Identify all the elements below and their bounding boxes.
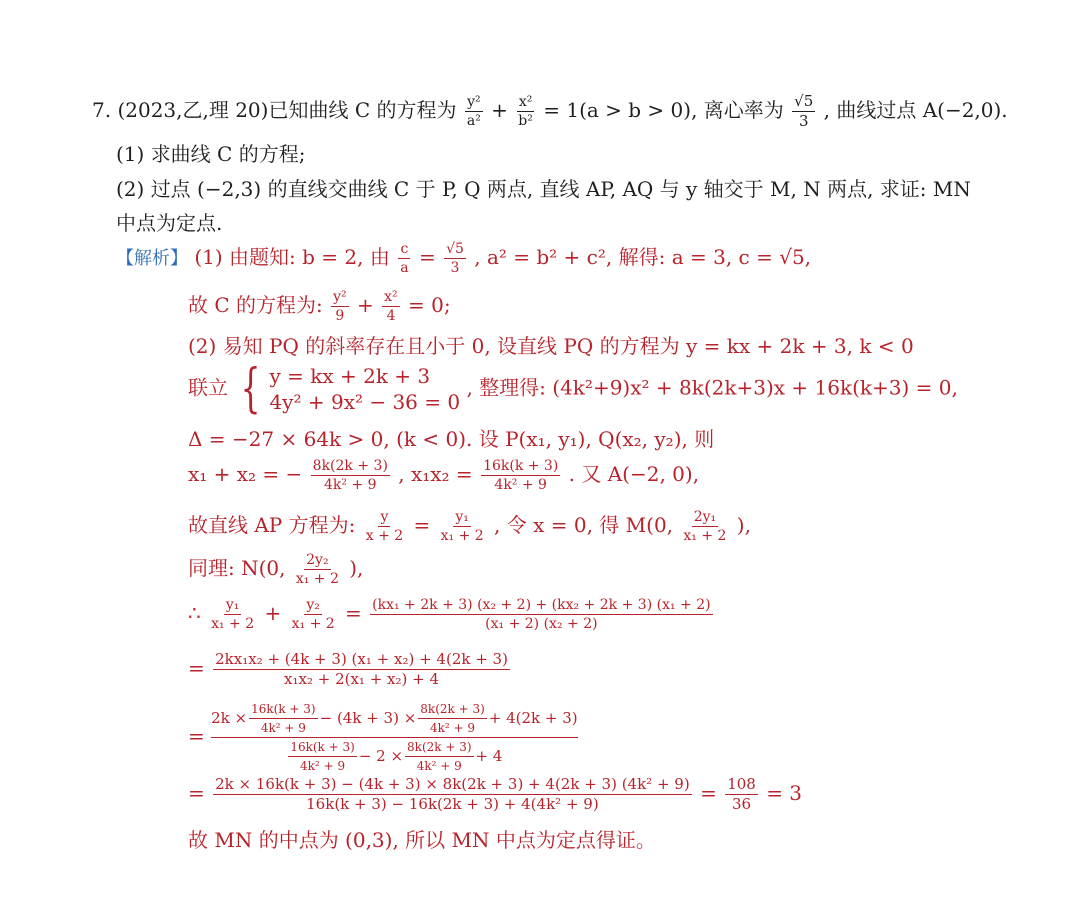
solution-line-2: 故 C 的方程为: $\frac{\text{y²}}{9}$ + $\frac{\text{x²}}{4}$ = 0; <box>188 289 451 324</box>
solution-tag: 【解析】 <box>116 248 188 269</box>
fraction-root5-over-3: $\frac{√5}{3}$ <box>446 241 464 276</box>
fraction-n-coordinate: $\frac{\text{2y₂}}{\text{x₁ + 2}}$ <box>295 552 339 587</box>
equation-fraction-x: $\frac{\text{x²}}{\text{b²}}$ <box>518 94 533 129</box>
inner-fraction-2: $\frac{8k(2k + 3)}{\text{4k² + 9}}$ <box>420 702 485 735</box>
solution-line-5: Δ = −27 × 64k > 0, (k < 0). 设 P(x₁, y₁), Q(x₂, y₂), 则 <box>188 427 715 451</box>
solution-line-10: = $\frac{\text{2kx₁x₂ + (4k + 3) (x₁ + x₂) + 4(2k + 3)}}{\text{x₁x₂ + 2(x₁ + x₂) + 4}}$ <box>188 650 508 688</box>
fraction-line-ap-left: $\frac{y}{x + 2}$ <box>365 509 404 544</box>
problem-part-2-line-1: (2) 过点 (−2,3) 的直线交曲线 C 于 P, Q 两点, 直线 AP, AQ 与 y 轴交于 M, N 两点, 求证: MN <box>116 177 971 201</box>
solution-line-3: (2) 易知 PQ 的斜率存在且小于 0, 设直线 PQ 的方程为 y = kx + 2k + 3, k < 0 <box>188 334 914 358</box>
solution-conclusion: 故 MN 的中点为 (0,3), 所以 MN 中点为定点得证。 <box>188 828 656 852</box>
eccentricity-fraction: $\frac{√5}{3}$ <box>794 92 814 130</box>
solution-line-11: = 2k × $\frac{16k(k + 3)}{\text{4k² + 9}}$ − (4k + 3) × $\frac{8k(2k + 3)}{\text{4k² + 9}}$ + 4(2k + 3) $\frac{16k(k + 3)}{\text{4k² + 9}}$ − 2 × $\frac{8k(2k + 3)}{\text{4k² + 9}}$ + 4 <box>188 702 578 773</box>
fraction-m-coordinate: $\frac{\text{2y₁}}{\text{x₁ + 2}}$ <box>683 509 727 544</box>
solution-line-7: 故直线 AP 方程为: $\frac{y}{x + 2}$ = $\frac{\text{y₁}}{\text{x₁ + 2}}$ , 令 x = 0, 得 M(0, $\frac{\text{2y₁}}{\text{x₁ + 2}}$ ), <box>188 509 751 544</box>
inner-fraction-1: $\frac{16k(k + 3)}{\text{4k² + 9}}$ <box>251 702 316 735</box>
fraction-y2-over-9: $\frac{\text{y²}}{9}$ <box>333 289 347 324</box>
inner-fraction-3: $\frac{16k(k + 3)}{\text{4k² + 9}}$ <box>290 740 355 773</box>
solution-line-4: 联立 { y = kx + 2k + 3 4y² + 9x² − 36 = 0 , 整理得: (4k²+9)x² + 8k(2k+3)x + 16k(k+3) = 0, <box>188 359 958 419</box>
fraction-product-roots: $\frac{16k(k + 3)}{\text{4k² + 9}}$ <box>483 458 559 493</box>
problem-part-2-line-2: 中点为定点. <box>116 211 223 235</box>
equation-fraction-y: $\frac{\text{y²}}{\text{a²}}$ <box>466 94 481 129</box>
problem-part-1: (1) 求曲线 C 的方程; <box>116 142 306 166</box>
inner-fraction-4: $\frac{8k(2k + 3)}{\text{4k² + 9}}$ <box>407 740 472 773</box>
fraction-simplified: 2k × 16k(k + 3) − (4k + 3) × 8k(2k + 3) + 4(2k + 3) (4k² + 9) 16k(k + 3) − 16k(2k + 3) + 4(4k² + 9) <box>215 775 690 813</box>
fraction-c-over-a: $\frac{c}{a}$ <box>400 241 409 276</box>
problem-head: 7. (2023,乙,理 20)已知曲线 C 的方程为 <box>92 98 457 122</box>
fraction-y1: $\frac{\text{y₁}}{\text{x₁ + 2}}$ <box>211 597 255 632</box>
problem-statement-line-1: 7. (2023,乙,理 20)已知曲线 C 的方程为 $\frac{\text{y²}}{\text{a²}}$ + $\frac{\text{x²}}{\text{b²}}$ = 1(a > b > 0), 离心率为 $\frac{√5}{3}$ , 曲线过点 A(−2,0). <box>92 92 1008 130</box>
solution-line-12: = 2k × 16k(k + 3) − (4k + 3) × 8k(2k + 3) + 4(2k + 3) (4k² + 9) 16k(k + 3) − 16k(2k + 3) + 4(4k² + 9) = $\frac{108}{36}$ = 3 <box>188 775 803 813</box>
fraction-combined-sum: $\frac{\text{(kx₁ + 2k + 3) (x₂ + 2) + (kx₂ + 2k + 3) (x₁ + 2)}}{\text{(x₁ + 2) (x₂ + 2)}}$ <box>372 597 711 632</box>
left-brace: { <box>240 359 261 419</box>
fraction-line-ap-right: $\frac{\text{y₁}}{\text{x₁ + 2}}$ <box>440 509 484 544</box>
fraction-y2: $\frac{\text{y₂}}{\text{x₁ + 2}}$ <box>291 597 335 632</box>
solution-line-8: 同理: N(0, $\frac{\text{2y₂}}{\text{x₁ + 2}}$ ), <box>188 552 364 587</box>
solution-line-9: ∴ $\frac{\text{y₁}}{\text{x₁ + 2}}$ + $\frac{\text{y₂}}{\text{x₁ + 2}}$ = $\frac{\text{(kx₁ + 2k + 3) (x₂ + 2) + (kx₂ + 2k + 3) (x₁ + 2)}}{\text{(x₁ + 2) (x₂ + 2)}}$ <box>188 597 711 632</box>
fraction-108-over-36: $\frac{108}{36}$ <box>727 775 756 813</box>
solution-line-6: x₁ + x₂ = − $\frac{8k(2k + 3)}{\text{4k² + 9}}$ , x₁x₂ = $\frac{16k(k + 3)}{\text{4k² + 9}}$ . 又 A(−2, 0), <box>188 458 700 493</box>
fraction-x2-over-4: $\frac{\text{x²}}{4}$ <box>384 289 398 324</box>
solution-line-1: 【解析】 (1) 由题知: b = 2, 由 $\frac{c}{a}$ = $\frac{√5}{3}$ , a² = b² + c², 解得: a = 3, c = √5, <box>116 241 812 276</box>
equation-system: { y = kx + 2k + 3 4y² + 9x² − 36 = 0 <box>240 359 461 419</box>
fraction-expanded: $\frac{\text{2kx₁x₂ + (4k + 3) (x₁ + x₂) + 4(2k + 3)}}{\text{x₁x₂ + 2(x₁ + x₂) + 4}}$ <box>215 650 508 688</box>
fraction-substituted: 2k × $\frac{16k(k + 3)}{\text{4k² + 9}}$ − (4k + 3) × $\frac{8k(2k + 3)}{\text{4k² + 9}}$ + 4(2k + 3) $\frac{16k(k + 3)}{\text{4k² + 9}}$ − 2 × $\frac{8k(2k + 3)}{\text{4k² + 9}}$ + 4 <box>211 702 578 773</box>
fraction-sum-roots: $\frac{8k(2k + 3)}{\text{4k² + 9}}$ <box>312 458 388 493</box>
